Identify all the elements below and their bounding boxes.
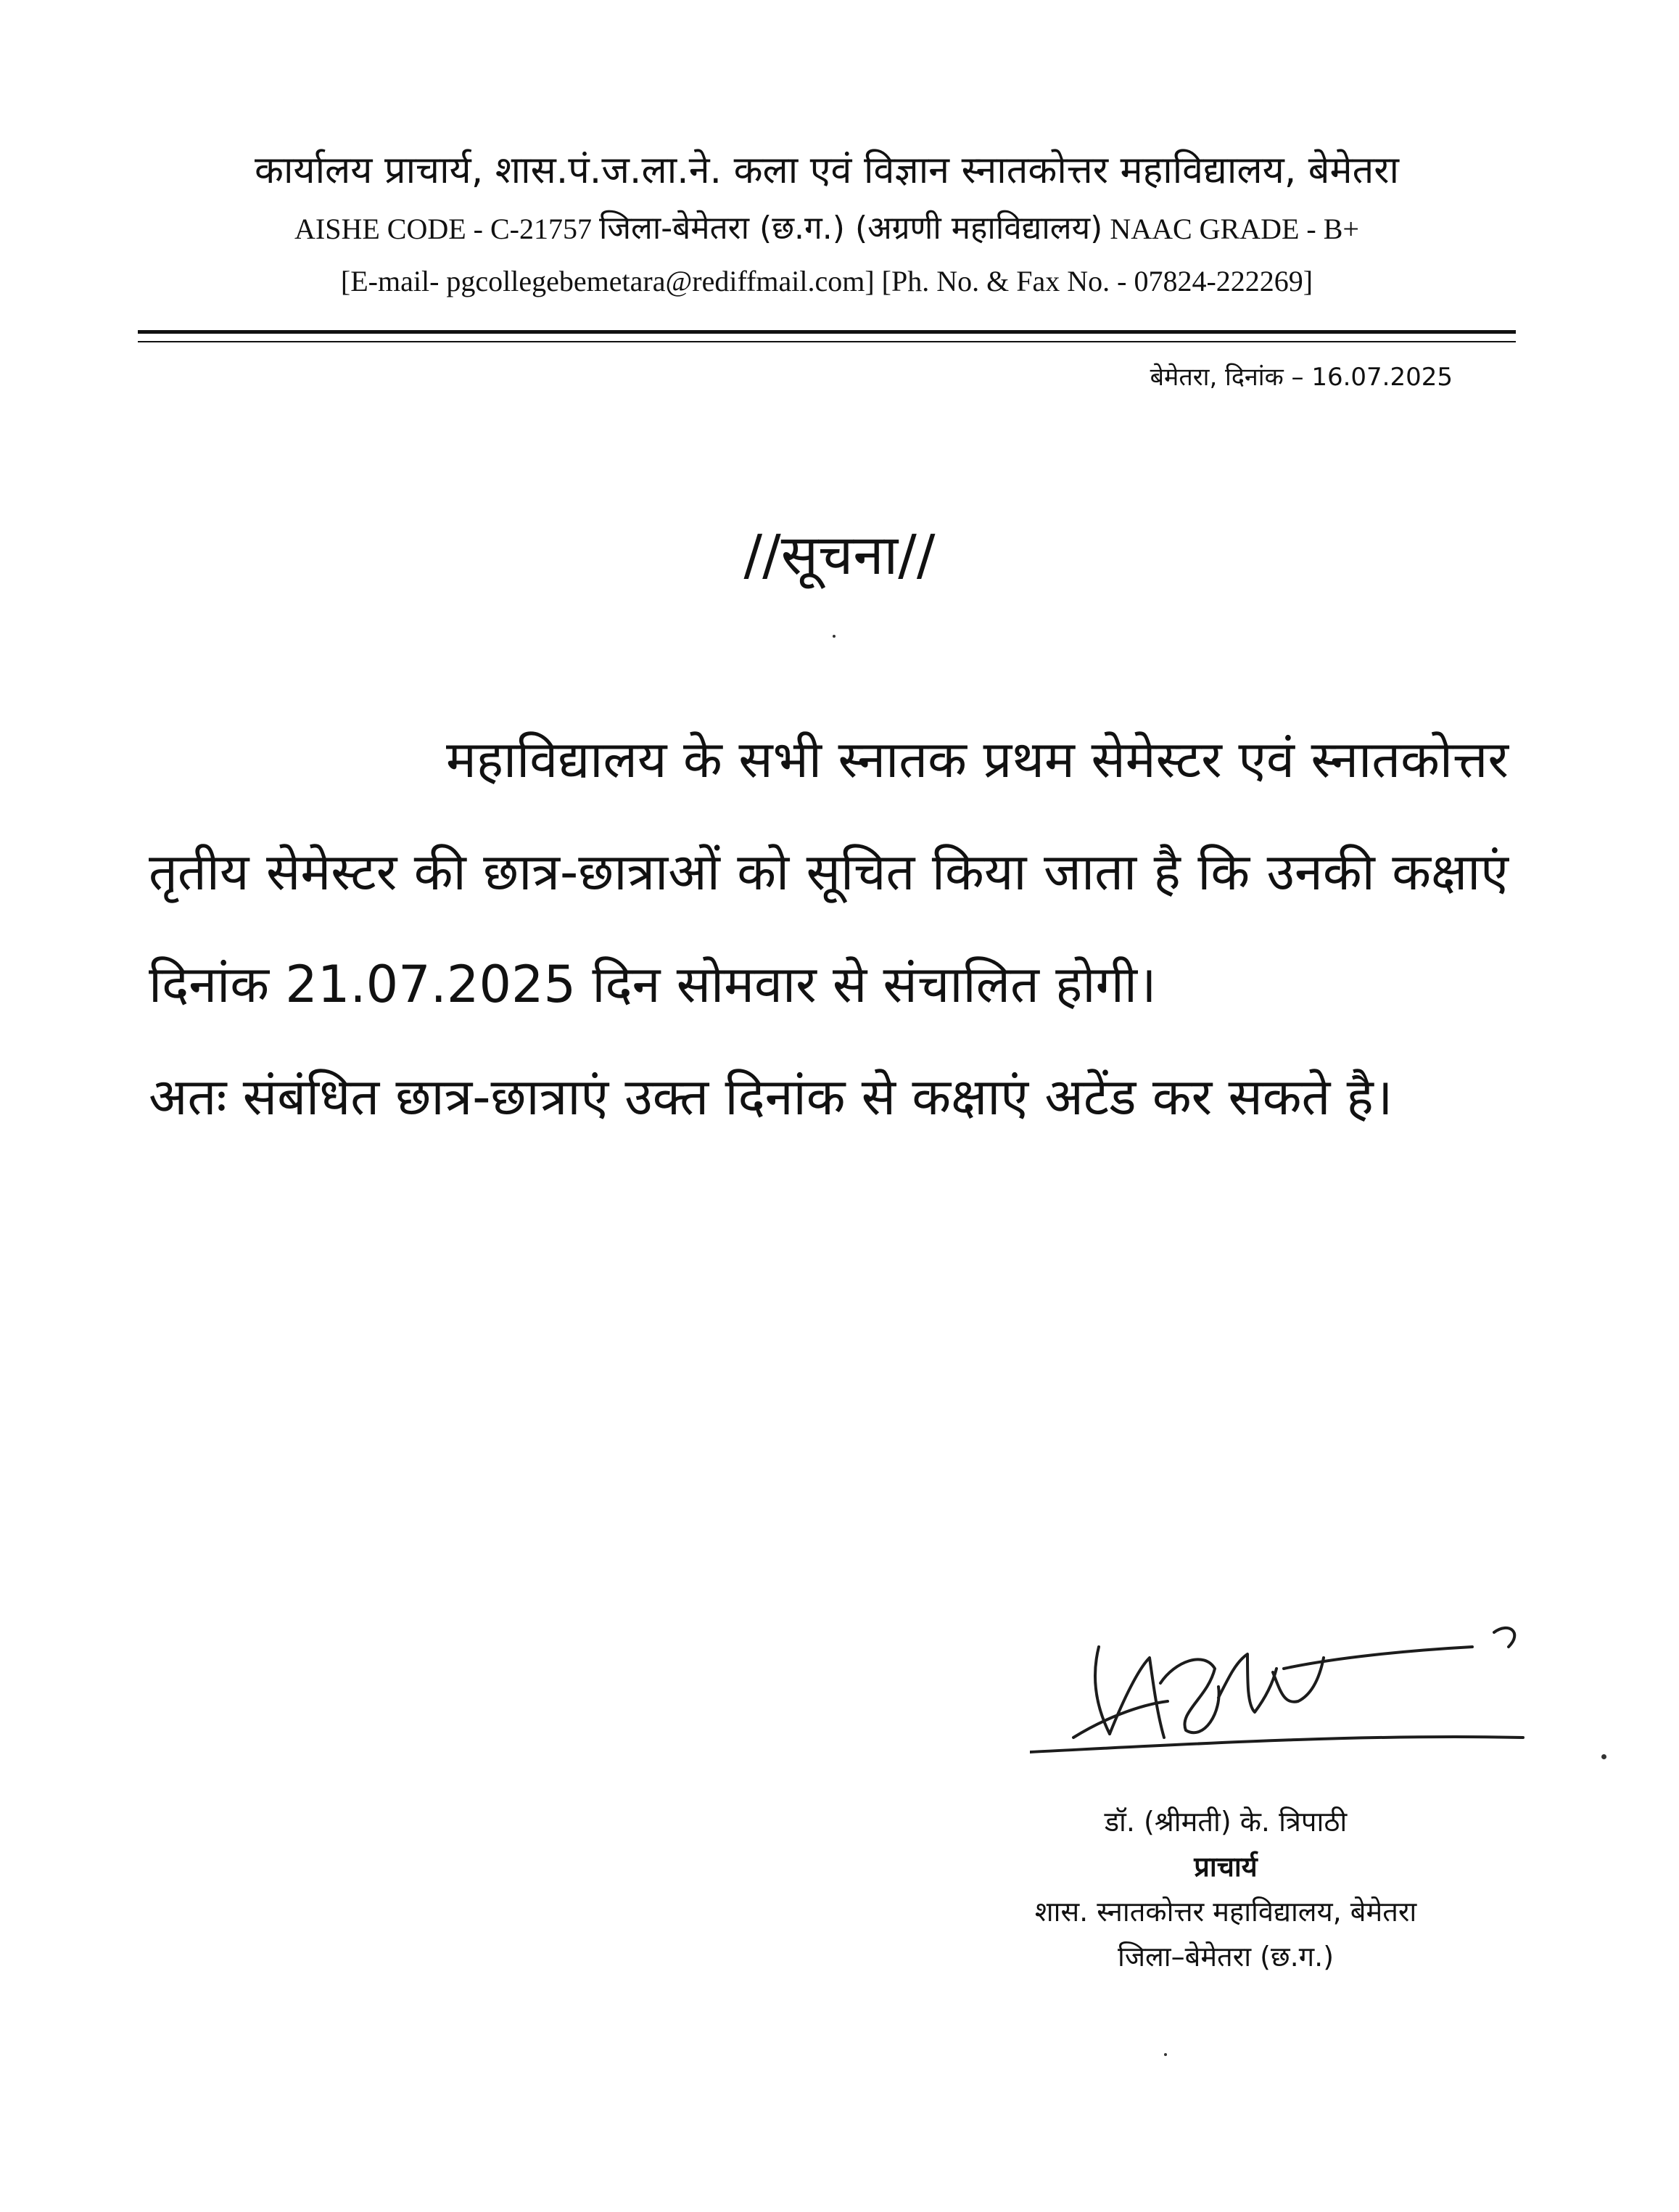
notice-paragraph-2: अतः संबंधित छात्र-छात्राएं उक्त दिनांक से कक्षाएं अटेंड कर सकते है। (149, 1067, 1393, 1127)
scan-speck (1601, 1754, 1606, 1759)
signatory-block (907, 1799, 1545, 1979)
place-date: बेमेतरा, दिनांक – 16.07.2025 (1150, 363, 1453, 392)
letterhead-divider-thick (138, 330, 1516, 334)
aishe-code: AISHE CODE - C-21757 (294, 213, 592, 245)
signatory-name: डॉ. (श्रीमती) के. त्रिपाठी (1104, 1806, 1348, 1838)
signatory-institution: शास. स्नातकोत्तर महाविद्यालय, बेमेतरा (1034, 1896, 1417, 1928)
signatory-district: जिला–बेमेतरा (छ.ग.) (1117, 1941, 1334, 1973)
scan-speck (1164, 2053, 1167, 2056)
district-status: जिला-बेमेतरा (छ.ग.) (अग्रणी महाविद्यालय) (599, 210, 1103, 247)
handwritten-signature (1030, 1618, 1552, 1763)
notice-title: //सूचना// (743, 522, 936, 587)
scan-speck (833, 635, 836, 638)
signatory-designation: प्राचार्य (1194, 1851, 1258, 1883)
notice-paragraph-1: महाविद्यालय के सभी स्नातक प्रथम सेमेस्टर एवं स्नातकोत्तर तृतीय सेमेस्टर की छात्र-छात्राओं को सूचित किया जाता है कि उनकी कक्षाएं दिनांक 21.07.2025 दिन सोमवार से संचालित होगी। (149, 730, 1509, 1014)
letterhead-divider-thin (138, 341, 1516, 342)
office-title: कार्यालय प्राचार्य, शास.पं.ज.ला.ने. कला एवं विज्ञान स्नातकोत्तर महाविद्यालय, बेमेतरा (255, 149, 1399, 192)
letterhead (131, 141, 1523, 308)
college-codes (131, 202, 1523, 255)
notice-body (149, 704, 1509, 1154)
naac-grade: NAAC GRADE - B+ (1110, 213, 1359, 245)
contact-info: [E-mail- pgcollegebemetara@rediffmail.com] [Ph. No. & Fax No. - 07824-222269] (340, 265, 1313, 297)
